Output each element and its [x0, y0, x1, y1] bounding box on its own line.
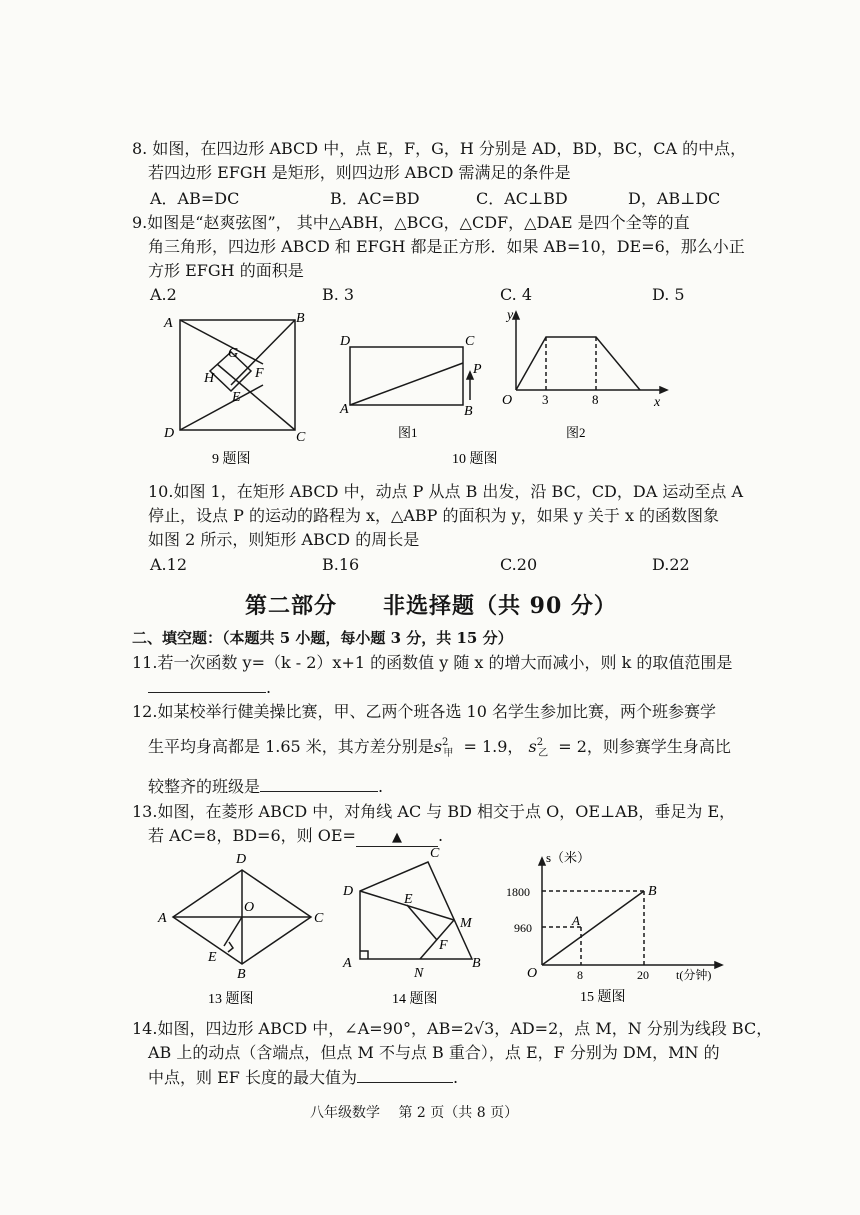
q10-line2: 停止，设点 P 的运动的路程为 x，△ABP 的面积为 y，如果 y 关于 x 的函数图象: [148, 506, 720, 525]
q9-line3: 方形 EFGH 的面积是: [148, 261, 304, 280]
q12-line3-text: 较整齐的班级是: [148, 777, 261, 796]
q8-option-a: A．AB=DC: [150, 189, 240, 208]
fig13-label-o: O: [244, 900, 255, 915]
fig10a-label-p: P: [473, 362, 482, 377]
fig14-label-b: B: [472, 956, 481, 971]
figures-row-2: [150, 843, 730, 1013]
q12-eq1: = 1.9，: [458, 737, 529, 756]
q12-s-yi: s: [528, 737, 537, 756]
fig9-label-d: D: [164, 426, 175, 441]
fig9-label-e: E: [232, 390, 241, 405]
fig14-label-m: M: [460, 916, 472, 931]
fig10a-label-b: B: [464, 404, 473, 419]
fig13-label-e: E: [208, 950, 217, 965]
q11-end: .: [266, 678, 272, 697]
q12-answer-blank[interactable]: [260, 775, 378, 792]
fig15-label-t: t(分钟): [676, 968, 712, 982]
q11-answer-blank[interactable]: [148, 676, 266, 693]
fig10a-caption: 图1: [398, 425, 418, 440]
fig10b-tick-3: 3: [542, 392, 549, 407]
q14-end: .: [452, 1068, 459, 1087]
q10-option-b: B.16: [322, 555, 360, 574]
q13-line2-text: 若 AC=8，BD=6，则 OE=: [148, 826, 356, 845]
fig9-label-c: C: [296, 430, 306, 445]
q14-line3: [148, 1066, 458, 1090]
fig10b-tick-8: 8: [592, 392, 599, 407]
figures-row-1: [150, 305, 710, 475]
fig13-rhombus-diagram: [173, 870, 311, 964]
q10-option-a: A.12: [150, 555, 187, 574]
q12-line2-text: 生平均身高都是 1.65 米，其方差分别是: [148, 737, 434, 756]
q8-line2: 若四边形 EFGH 是矩形，则四边形 ABCD 需满足的条件是: [148, 163, 571, 182]
fig10-rectangle-diagram: [350, 347, 473, 405]
q12-end: .: [378, 777, 384, 796]
q8-option-b: B．AC=BD: [330, 189, 420, 208]
fig15-label-o: O: [527, 966, 538, 981]
fig9-label-a: A: [164, 316, 173, 331]
q12-eq2: = 2，则参赛学生身高比: [553, 737, 731, 756]
fig14-label-e: E: [404, 892, 413, 907]
fig10b-caption: 图2: [566, 425, 586, 440]
q11-answer-line: [148, 676, 271, 700]
fig14-label-f: F: [439, 938, 448, 953]
fig14-label-c: C: [430, 846, 440, 861]
fig9-label-g: G: [228, 346, 239, 361]
q9-line2: 角三角形，四边形 ABCD 和 EFGH 都是正方形．如果 AB=10，DE=6，那么小正: [148, 237, 745, 256]
fig13-label-d: D: [236, 852, 247, 867]
fig13-label-c: C: [314, 911, 324, 926]
q10-option-c: C.20: [500, 555, 538, 574]
q10-line3: 如图 2 所示，则矩形 ABCD 的周长是: [148, 530, 420, 549]
fig10b-label-y: y: [507, 308, 514, 323]
fig10b-label-o: O: [502, 393, 513, 408]
fig15-label-b: B: [648, 884, 657, 899]
fig10-caption: 10 题图: [452, 452, 498, 467]
fig15-distance-time-graph: [539, 858, 722, 968]
fig9-label-h: H: [204, 371, 215, 386]
q13-end: .: [437, 826, 444, 845]
fig14-label-n: N: [414, 966, 424, 981]
fig15-tick-20: 20: [637, 968, 649, 982]
q9-option-c: C. 4: [500, 285, 533, 304]
fig10-function-graph: [513, 312, 667, 393]
fig9-zhaoshuang-diagram: [180, 320, 295, 430]
q12-line3: [148, 775, 383, 799]
q9-option-d: D. 5: [652, 285, 685, 304]
fig9-label-f: F: [255, 366, 264, 381]
q12-sup-yi: 2: [536, 737, 544, 748]
fig10a-label-c: C: [465, 334, 475, 349]
fig15-label-a: A: [572, 913, 580, 928]
q13-answer-blank[interactable]: ▲: [356, 830, 438, 847]
fig14-label-a: A: [343, 956, 352, 971]
fig13-label-b: B: [237, 967, 246, 982]
q13-line1: 13.如图，在菱形 ABCD 中，对角线 AC 与 BD 相交于点 O，OE⊥AB，垂足为 E，: [132, 802, 736, 821]
fig14-caption: 14 题图: [392, 992, 438, 1007]
q10-line1: 10.如图 1，在矩形 ABCD 中，动点 P 从点 B 出发，沿 BC，CD，DA 运动至点 A: [148, 482, 743, 501]
part2-title: 第二部分 非选择题（共 90 分）: [245, 593, 617, 619]
q12-s-jia: s: [433, 737, 443, 756]
q11-line1: 11.若一次函数 y=（k - 2）x+1 的函数值 y 随 x 的增大而减小，则 k 的取值范围是: [132, 653, 733, 672]
q9-option-a: A.2: [150, 285, 177, 304]
q14-line2: AB 上的动点（含端点，但点 M 不与点 B 重合），点 E，F 分别为 DM，MN 的: [148, 1043, 720, 1062]
q12-sub-jia: 甲: [443, 748, 454, 759]
fig13-label-a: A: [158, 911, 167, 926]
fig15-label-s: s（米）: [546, 850, 591, 865]
q14-line3-text: 中点，则 EF 长度的最大值为: [148, 1068, 357, 1087]
q14-line1: 14.如图，四边形 ABCD 中，∠A=90°，AB=2√3，AD=2，点 M，N 分别为线段 BC，: [132, 1019, 773, 1038]
q8-line1: 8. 如图，在四边形 ABCD 中，点 E，F，G，H 分别是 AD，BD，BC，CA 的中点，: [132, 139, 747, 158]
fig15-tick-960: 960: [514, 921, 532, 935]
fig15-caption: 15 题图: [580, 990, 626, 1005]
fig13-caption: 13 题图: [208, 992, 254, 1007]
fig15-tick-8: 8: [577, 968, 583, 982]
q10-option-d: D.22: [652, 555, 690, 574]
q8-option-d: D，AB⊥DC: [628, 189, 721, 208]
q8-option-c: C．AC⊥BD: [476, 189, 568, 208]
fig9-caption: 9 题图: [212, 452, 251, 467]
fig10a-label-d: D: [340, 334, 351, 349]
fig14-quadrilateral-diagram: [360, 862, 472, 959]
fig10b-label-x: x: [654, 395, 661, 410]
fig15-tick-1800: 1800: [506, 885, 530, 899]
q12-line1: 12.如某校举行健美操比赛，甲、乙两个班各选 10 名学生参加比赛，两个班参赛学: [132, 702, 716, 721]
q14-answer-blank[interactable]: [357, 1066, 453, 1083]
q9-line1: 9.如图是“赵爽弦图”， 其中△ABH，△BCG，△CDF，△DAE 是四个全等的直: [132, 213, 690, 232]
q12-sub-yi: 乙: [538, 748, 549, 759]
q12-sup-jia: 2: [442, 737, 449, 748]
page-footer: 八年级数学 第 2 页（共 8 页）: [310, 1105, 519, 1121]
fig14-label-d: D: [343, 884, 354, 899]
fig10a-label-a: A: [340, 402, 349, 417]
section-fill-in-title: 二、填空题：（本题共 5 小题，每小题 3 分，共 15 分）: [132, 629, 513, 647]
fig9-label-b: B: [296, 311, 305, 326]
q9-option-b: B. 3: [322, 285, 355, 304]
q12-line2: [148, 735, 731, 762]
